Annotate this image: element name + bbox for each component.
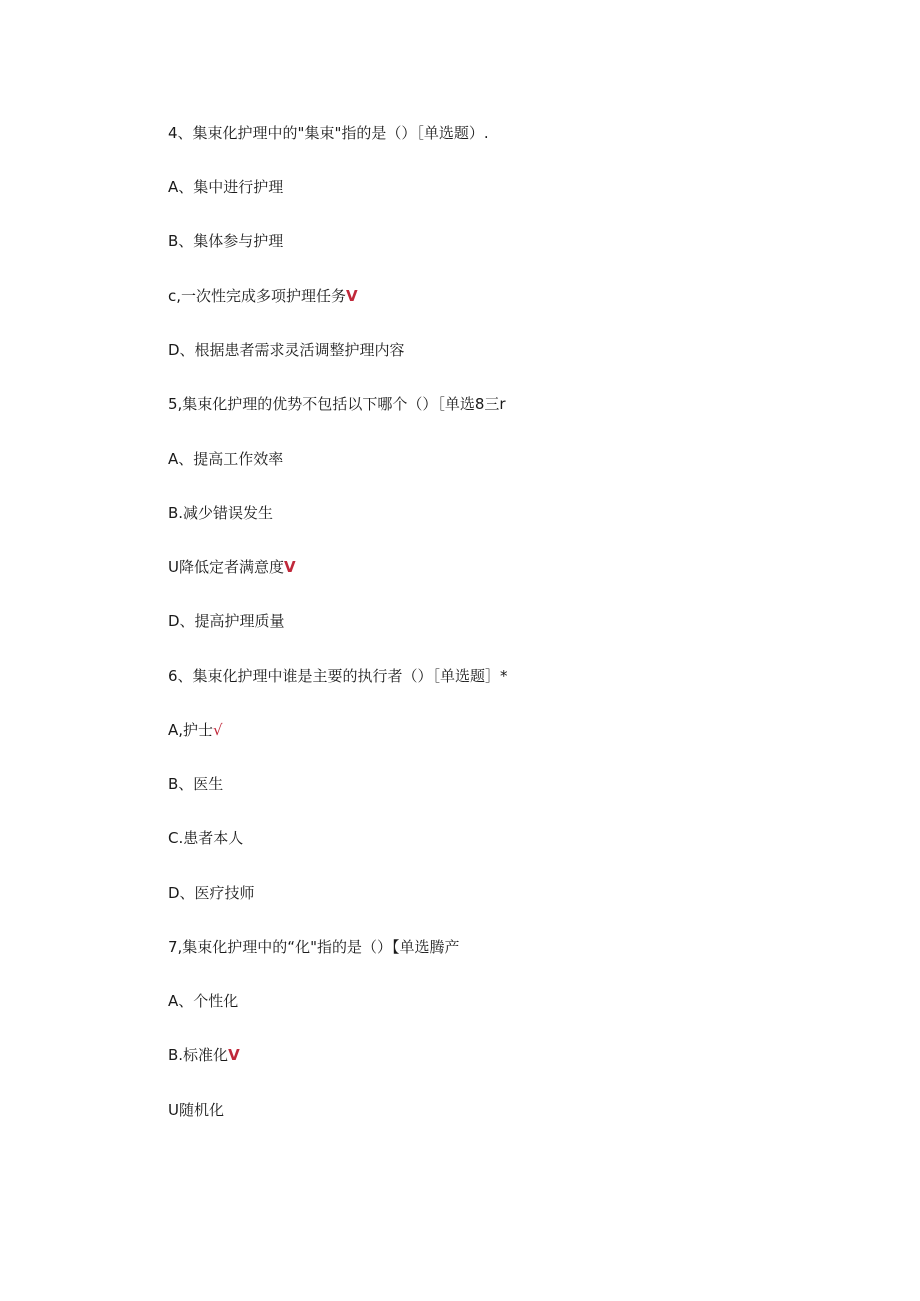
question-5-option-d: D、提高护理质量 [168, 612, 285, 630]
question-5-option-c-text: U降低定者满意度 [168, 558, 284, 576]
question-6-option-b: B、医生 [168, 775, 224, 793]
question-4-option-a: A、集中进行护理 [168, 178, 284, 196]
correct-answer-mark: V [283, 558, 296, 576]
question-7-option-b [168, 1045, 240, 1065]
question-6-text: 6、集束化护理中谁是主要的执行者（）［单选题］* [168, 667, 508, 685]
question-5-text: 5,集束化护理的优势不包括以下哪个（）［单选8三r [168, 395, 506, 413]
question-4-option-c [168, 286, 358, 306]
question-6-option-a [168, 720, 223, 740]
question-6-option-a-text: A,护士 [168, 721, 214, 739]
question-6-option-c: C.患者本人 [168, 829, 244, 847]
correct-answer-mark: V [228, 1046, 240, 1064]
question-4-option-d: D、根据患者需求灵活调整护理内容 [168, 341, 405, 359]
question-7-option-b-text: B.标准化 [168, 1046, 229, 1064]
question-4-text: 4、集束化护理中的"集束"指的是（）［单选题）. [168, 124, 489, 142]
question-6-option-d: D、医疗技师 [168, 884, 255, 902]
correct-answer-mark: V [346, 287, 358, 305]
question-7-option-c: U随机化 [168, 1101, 224, 1119]
question-7-text: 7,集束化护理中的“化"指的是（）【单选腾产 [168, 938, 460, 956]
question-4-option-b: B、集体参与护理 [168, 232, 284, 250]
question-5-option-b: B.减少错误发生 [168, 504, 274, 522]
question-5-option-c [168, 557, 296, 577]
question-7-option-a: A、个性化 [168, 992, 239, 1010]
correct-answer-mark: √ [213, 721, 223, 739]
question-5-option-a: A、提高工作效率 [168, 450, 284, 468]
question-4-option-c-text: c,一次性完成多项护理任务 [168, 287, 347, 305]
